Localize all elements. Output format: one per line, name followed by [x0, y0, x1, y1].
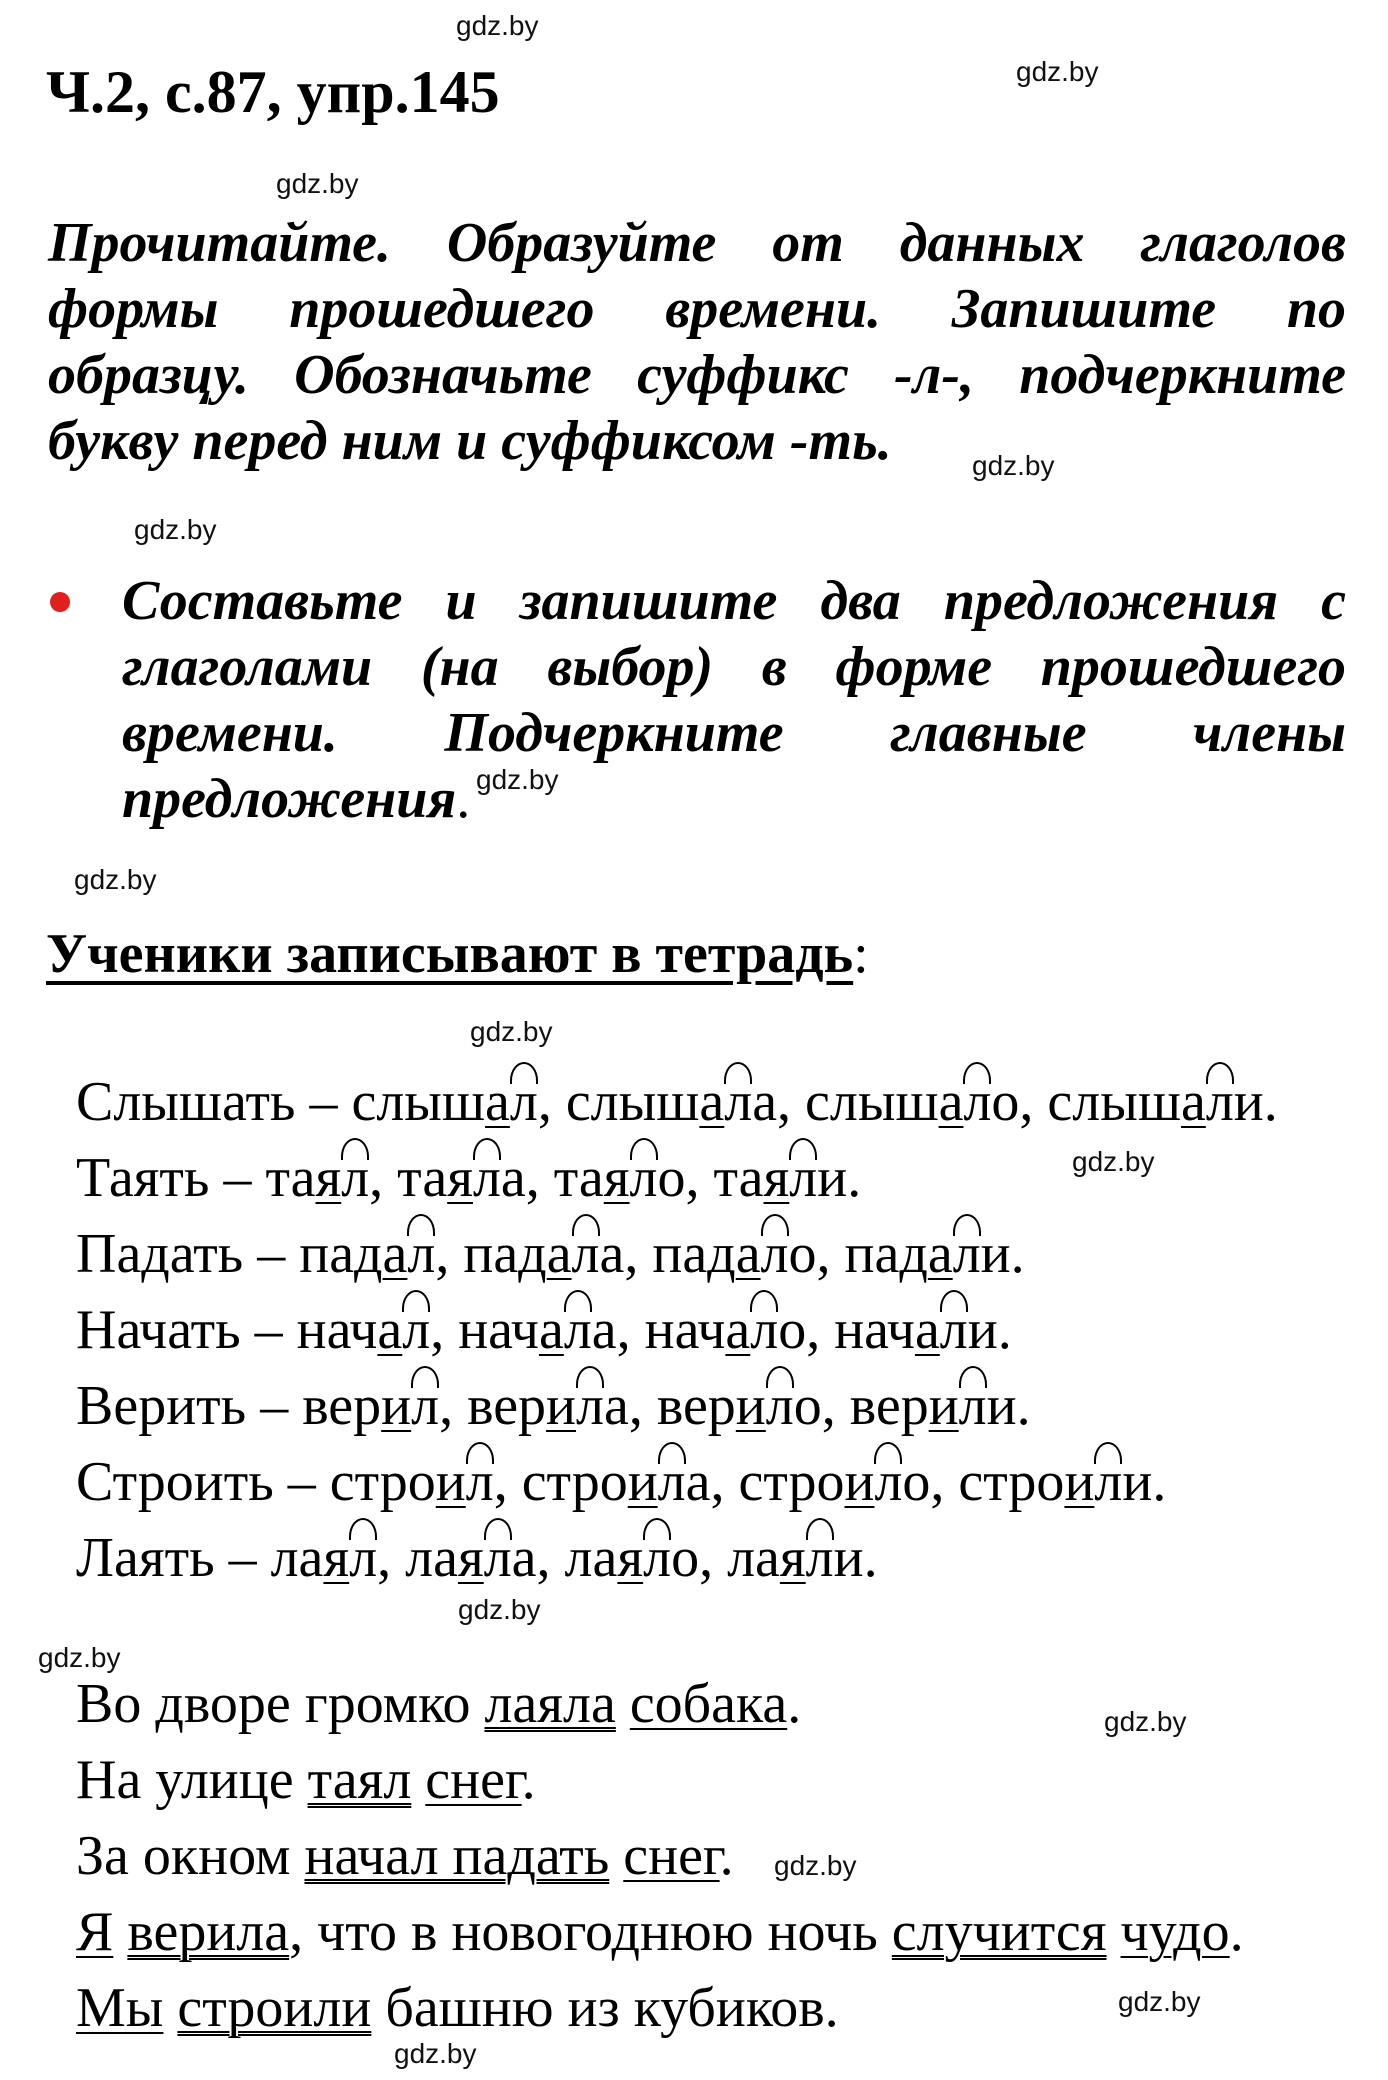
verb-form [565, 1527, 700, 1589]
sentence-space [616, 1673, 630, 1735]
task-line: формы прошедшего времени. Запишите по [48, 278, 1346, 340]
task-line: букву перед ним и суффиксом -ть. [48, 410, 892, 472]
suffix-l: л [509, 1071, 538, 1133]
sentence-text: На улице [76, 1749, 308, 1811]
comma: , [430, 1299, 459, 1361]
verb-ending: и [1122, 1451, 1153, 1513]
underlined-letter: а [485, 1071, 510, 1133]
verb-ending: и [980, 1223, 1011, 1285]
underlined-letter: и [546, 1375, 577, 1437]
comma: , [685, 1147, 714, 1209]
underlined-letter: я [323, 1527, 350, 1589]
subject: Я [76, 1901, 114, 1963]
verb-stem: слыш [565, 1071, 700, 1133]
underlined-letter: я [617, 1527, 644, 1589]
underlined-letter: я [763, 1147, 790, 1209]
verb-row [76, 1298, 1012, 1362]
suffix-l: л [805, 1527, 834, 1589]
suffix-l: л [760, 1223, 789, 1285]
verb-stem: ла [270, 1527, 324, 1589]
verb-infinitive: Верить [76, 1375, 247, 1437]
verb-ending: о [778, 1299, 807, 1361]
watermark: gdz.by [476, 764, 559, 795]
verb-stem: ла [564, 1527, 618, 1589]
suffix-l: л [483, 1527, 512, 1589]
underlined-letter: и [627, 1451, 658, 1513]
watermark: gdz.by [74, 864, 157, 895]
comma: , [624, 1223, 653, 1285]
suffix-l: л [1205, 1071, 1234, 1133]
suffix-l: л [724, 1071, 753, 1133]
comma: , [1019, 1071, 1048, 1133]
underlined-letter: а [546, 1223, 572, 1285]
underlined-letter: а [725, 1299, 751, 1361]
section-title-text: Ученики записывают в тетрадь [46, 923, 854, 985]
verb-stem: стро [521, 1451, 628, 1513]
verb-form [397, 1147, 526, 1209]
verb-stem: пад [463, 1223, 547, 1285]
verb-stem: вер [302, 1375, 382, 1437]
suffix-l: л [349, 1527, 378, 1589]
verb-stem: пад [299, 1223, 383, 1285]
predicate: строили [177, 1977, 372, 2039]
verb-stem: нач [644, 1299, 726, 1361]
verb-row-end: . [1152, 1451, 1167, 1513]
sentence-5 [76, 1976, 839, 2040]
watermark: gdz.by [1104, 1706, 1187, 1737]
subject: чудо [1120, 1901, 1230, 1963]
verb-ending: о [991, 1071, 1020, 1133]
verb-form [1047, 1071, 1263, 1133]
suffix-l: л [563, 1299, 592, 1361]
verb-stem: вер [467, 1375, 547, 1437]
underlined-letter: а [538, 1299, 564, 1361]
verb-ending: а [685, 1451, 711, 1513]
sentence-text: башню из кубиков. [371, 1977, 839, 2039]
bullet-icon [50, 592, 70, 612]
verb-dash: – [240, 1299, 297, 1361]
underlined-letter: а [699, 1071, 725, 1133]
verb-infinitive: Лаять [76, 1527, 215, 1589]
verb-stem: нач [834, 1299, 915, 1361]
comma: , [821, 1375, 850, 1437]
task-line: глаголами (на выбор) в форме прошедшего [122, 636, 1346, 698]
verb-ending: а [591, 1299, 617, 1361]
underlined-letter: а [914, 1299, 940, 1361]
suffix-l: л [629, 1147, 658, 1209]
subject: Мы [76, 1977, 164, 2039]
verb-row [76, 1450, 1166, 1514]
suffix-l: л [657, 1451, 686, 1513]
verb-ending: о [793, 1375, 822, 1437]
underlined-letter: и [1064, 1451, 1095, 1513]
comma: , [930, 1451, 959, 1513]
verb-form [834, 1299, 998, 1361]
verb-stem: слыш [351, 1071, 486, 1133]
verb-row-end: . [1010, 1223, 1025, 1285]
underlined-letter: а [735, 1223, 761, 1285]
watermark: gdz.by [134, 514, 217, 545]
verb-stem: вер [656, 1375, 736, 1437]
predicate: начал падать [304, 1825, 610, 1887]
verb-infinitive: Начать [76, 1299, 241, 1361]
task-line [122, 766, 1346, 832]
comma: , [525, 1147, 554, 1209]
verb-ending: о [671, 1527, 700, 1589]
underlined-letter: и [928, 1375, 959, 1437]
verb-form [958, 1451, 1152, 1513]
watermark: gdz.by [38, 1642, 121, 1673]
suffix-l: л [472, 1147, 501, 1209]
underlined-letter: а [377, 1299, 403, 1361]
sentence-1 [76, 1672, 801, 1736]
verb-ending: и [1233, 1071, 1264, 1133]
verb-ending: а [752, 1071, 778, 1133]
underlined-letter: я [457, 1527, 484, 1589]
page-title: Ч.2, с.87, упр.145 [46, 59, 500, 125]
suffix-l: л [465, 1451, 494, 1513]
verb-stem: та [397, 1147, 448, 1209]
verb-stem: та [713, 1147, 764, 1209]
verb-ending: а [511, 1527, 537, 1589]
suffix-l: л [407, 1223, 436, 1285]
watermark: gdz.by [1016, 56, 1099, 87]
watermark: gdz.by [470, 1016, 553, 1047]
sentence-punct: . [719, 1825, 734, 1887]
verb-stem: пад [844, 1223, 928, 1285]
underlined-letter: и [435, 1451, 466, 1513]
comma: , [699, 1527, 728, 1589]
suffix-l: л [939, 1299, 968, 1361]
verb-row-end: . [863, 1527, 878, 1589]
verb-infinitive: Падать [76, 1223, 244, 1285]
comma: , [536, 1527, 565, 1589]
underlined-letter: и [735, 1375, 766, 1437]
verb-ending: и [986, 1375, 1017, 1437]
underlined-letter: и [844, 1451, 875, 1513]
watermark: gdz.by [972, 450, 1055, 481]
suffix-l: л [765, 1375, 794, 1437]
verb-row-end: . [847, 1147, 862, 1209]
sentence-2 [76, 1748, 536, 1812]
verb-ending: и [833, 1527, 864, 1589]
task-line: Составьте и запишите два предложения с [122, 570, 1346, 632]
verb-infinitive: Строить [76, 1451, 274, 1513]
suffix-l: л [402, 1299, 431, 1361]
verb-dash: – [243, 1223, 300, 1285]
verb-row [76, 1526, 878, 1590]
verb-ending: о [657, 1147, 686, 1209]
comma: , [377, 1527, 406, 1589]
comma: , [616, 1299, 645, 1361]
verb-form [850, 1375, 1017, 1437]
suffix-l: л [963, 1071, 992, 1133]
verb-ending: и [817, 1147, 848, 1209]
watermark: gdz.by [394, 2038, 477, 2069]
watermark: gdz.by [1118, 1986, 1201, 2017]
predicate: таял [307, 1749, 412, 1811]
verb-form [299, 1223, 435, 1285]
sentence-4 [76, 1900, 1244, 1964]
comma: , [777, 1071, 806, 1133]
comma: , [493, 1451, 522, 1513]
verb-infinitive: Слышать [76, 1071, 296, 1133]
task-word: предложения [122, 768, 457, 830]
sentence-punct: . [521, 1749, 536, 1811]
underlined-letter: а [938, 1071, 964, 1133]
predicate: случится [891, 1901, 1107, 1963]
sentence-space [113, 1901, 127, 1963]
suffix-l: л [750, 1299, 779, 1361]
underlined-letter: я [603, 1147, 630, 1209]
watermark: gdz.by [456, 10, 539, 41]
verb-stem: слыш [805, 1071, 939, 1133]
verb-form [467, 1375, 629, 1437]
comma: , [369, 1147, 398, 1209]
suffix-l: л [874, 1451, 903, 1513]
suffix-l: л [341, 1147, 370, 1209]
verb-ending: о [902, 1451, 931, 1513]
verb-form [271, 1527, 378, 1589]
suffix-l: л [952, 1223, 981, 1285]
verb-form [405, 1527, 536, 1589]
verb-stem: пад [652, 1223, 736, 1285]
sentence-text: , что в новогоднюю ночь [289, 1901, 892, 1963]
verb-ending: о [788, 1223, 817, 1285]
sentence-punct: . [1229, 1901, 1244, 1963]
verb-stem: стро [958, 1451, 1065, 1513]
watermark: gdz.by [774, 1850, 857, 1881]
verb-dash: – [214, 1527, 271, 1589]
suffix-l: л [571, 1223, 600, 1285]
verb-dash: – [246, 1375, 303, 1437]
verb-dash: – [273, 1451, 330, 1513]
watermark: gdz.by [276, 168, 359, 199]
sentence-punct: . [787, 1673, 802, 1735]
verb-row [76, 1374, 1031, 1438]
underlined-letter: и [381, 1375, 412, 1437]
comma: , [816, 1223, 845, 1285]
suffix-l: л [411, 1375, 440, 1437]
verb-form [554, 1147, 686, 1209]
verb-form [463, 1223, 624, 1285]
verb-ending: и [967, 1299, 998, 1361]
verb-form [714, 1147, 848, 1209]
verb-dash: – [295, 1071, 352, 1133]
verb-row [76, 1146, 861, 1210]
verb-stem: нач [458, 1299, 539, 1361]
verb-stem: вер [849, 1375, 929, 1437]
subject: собака [629, 1673, 788, 1735]
task-line: времени. Подчеркните главные члены [122, 702, 1346, 764]
verb-form [351, 1071, 537, 1133]
verb-form [302, 1375, 439, 1437]
verb-form [297, 1299, 431, 1361]
sentence-text: За окном [76, 1825, 305, 1887]
underlined-letter: я [447, 1147, 473, 1209]
watermark: gdz.by [458, 1594, 541, 1625]
verb-form [845, 1223, 1011, 1285]
suffix-l: л [789, 1147, 818, 1209]
verb-form [265, 1147, 369, 1209]
comma: , [439, 1375, 468, 1437]
comma: , [435, 1223, 464, 1285]
sentence-3 [76, 1824, 734, 1888]
verb-form [652, 1223, 816, 1285]
verb-stem: та [553, 1147, 604, 1209]
verb-ending: а [500, 1147, 526, 1209]
comma: , [537, 1071, 566, 1133]
verb-row-end: . [997, 1299, 1012, 1361]
verb-row [76, 1222, 1025, 1286]
suffix-l: л [643, 1527, 672, 1589]
sentence-text: Во дворе громко [76, 1673, 485, 1735]
verb-stem: слыш [1047, 1071, 1181, 1133]
verb-form [657, 1375, 822, 1437]
task-punct: . [456, 768, 471, 830]
verb-stem: стро [738, 1451, 845, 1513]
underlined-letter: а [927, 1223, 953, 1285]
predicate: верила [127, 1901, 290, 1963]
verb-dash: – [209, 1147, 266, 1209]
section-title [46, 922, 869, 986]
comma: , [806, 1299, 835, 1361]
sentence-space [1107, 1901, 1121, 1963]
verb-row-end: . [1263, 1071, 1278, 1133]
verb-form [566, 1071, 777, 1133]
underlined-letter: а [382, 1223, 408, 1285]
section-colon: : [853, 923, 869, 985]
verb-row [76, 1070, 1278, 1134]
verb-stem: нач [296, 1299, 378, 1361]
suffix-l: л [1094, 1451, 1123, 1513]
verb-form [330, 1451, 494, 1513]
underlined-letter: я [315, 1147, 342, 1209]
comma: , [628, 1375, 657, 1437]
verb-form [805, 1071, 1019, 1133]
verb-stem: ла [405, 1527, 458, 1589]
subject: снег [623, 1825, 720, 1887]
underlined-letter: а [1180, 1071, 1206, 1133]
verb-form [645, 1299, 807, 1361]
verb-form [458, 1299, 616, 1361]
sentence-space [609, 1825, 623, 1887]
watermark: gdz.by [1072, 1146, 1155, 1177]
sentence-space [163, 1977, 177, 2039]
verb-ending: а [599, 1223, 625, 1285]
task-line: Прочитайте. Образуйте от данных глаголов [48, 212, 1346, 274]
verb-ending: а [603, 1375, 629, 1437]
suffix-l: л [576, 1375, 604, 1437]
sentence-space [411, 1749, 425, 1811]
verb-form [522, 1451, 711, 1513]
task-line: образцу. Обозначьте суффикс -л-, подчеркните [48, 344, 1346, 406]
verb-stem: та [265, 1147, 316, 1209]
verb-row-end: . [1016, 1375, 1031, 1437]
underlined-letter: я [779, 1527, 806, 1589]
verb-stem: стро [329, 1451, 436, 1513]
verb-form [727, 1527, 864, 1589]
verb-stem: ла [727, 1527, 780, 1589]
comma: , [710, 1451, 739, 1513]
predicate: лаяла [484, 1673, 616, 1735]
verb-form [738, 1451, 930, 1513]
subject: снег [425, 1749, 522, 1811]
verb-infinitive: Таять [76, 1147, 210, 1209]
suffix-l: л [958, 1375, 987, 1437]
